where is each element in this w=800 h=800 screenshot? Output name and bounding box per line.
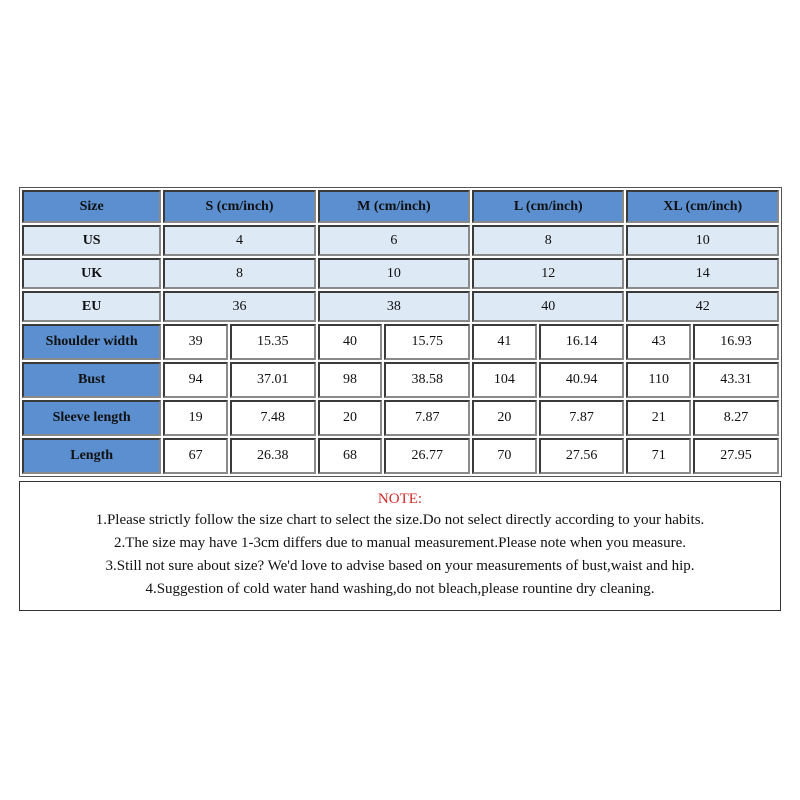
cell: 43.31	[693, 362, 779, 398]
cell: 26.38	[230, 438, 316, 474]
note-line-3: 3.Still not sure about size? We'd love to advise based on your measurements of bust,waist and hip.	[105, 558, 695, 574]
cell: 19	[163, 400, 228, 436]
cell: 37.01	[230, 362, 316, 398]
row-us	[22, 225, 779, 256]
cell: 20	[472, 400, 537, 436]
cell: 7.87	[539, 400, 625, 436]
cell: 4	[163, 225, 315, 256]
cell: 40	[472, 291, 624, 322]
cell: 8.27	[693, 400, 779, 436]
cell: 10	[318, 258, 470, 289]
cell: 26.77	[384, 438, 470, 474]
row-shoulder-width	[22, 324, 779, 360]
note-line-4: 4.Suggestion of cold water hand washing,do not bleach,please rountine dry cleaning.	[145, 581, 655, 597]
cell: 6	[318, 225, 470, 256]
row-label: EU	[22, 291, 161, 322]
row-label: UK	[22, 258, 161, 289]
row-label: Shoulder width	[22, 324, 161, 360]
note-title: NOTE:	[377, 491, 423, 507]
note-line-1: 1.Please strictly follow the size chart to select the size.Do not select directly according to your habits.	[95, 512, 705, 528]
cell: 43	[626, 324, 691, 360]
cell: 40.94	[539, 362, 625, 398]
cell: 104	[472, 362, 537, 398]
cell: 39	[163, 324, 228, 360]
header-row	[22, 190, 779, 223]
row-uk	[22, 258, 779, 289]
note-line-2: 2.The size may have 1-3cm differs due to manual measurement.Please note when you measure.	[113, 535, 687, 551]
cell: 70	[472, 438, 537, 474]
header-s: S (cm/inch)	[163, 190, 315, 223]
cell: 14	[626, 258, 779, 289]
cell: 10	[626, 225, 779, 256]
cell: 20	[318, 400, 383, 436]
cell: 67	[163, 438, 228, 474]
cell: 8	[163, 258, 315, 289]
row-length	[22, 438, 779, 474]
cell: 36	[163, 291, 315, 322]
cell: 42	[626, 291, 779, 322]
row-eu	[22, 291, 779, 322]
row-sleeve-length	[22, 400, 779, 436]
cell: 15.75	[384, 324, 470, 360]
row-label: Length	[22, 438, 161, 474]
row-bust	[22, 362, 779, 398]
cell: 94	[163, 362, 228, 398]
row-label: Sleeve length	[22, 400, 161, 436]
row-label: US	[22, 225, 161, 256]
cell: 27.56	[539, 438, 625, 474]
cell: 16.93	[693, 324, 779, 360]
size-table	[19, 187, 782, 477]
cell: 38	[318, 291, 470, 322]
cell: 98	[318, 362, 383, 398]
size-chart	[19, 187, 782, 477]
cell: 40	[318, 324, 383, 360]
cell: 41	[472, 324, 537, 360]
cell: 27.95	[693, 438, 779, 474]
header-size: Size	[22, 190, 161, 223]
header-l: L (cm/inch)	[472, 190, 624, 223]
cell: 12	[472, 258, 624, 289]
cell: 7.48	[230, 400, 316, 436]
header-xl: XL (cm/inch)	[626, 190, 779, 223]
cell: 8	[472, 225, 624, 256]
cell: 71	[626, 438, 691, 474]
cell: 68	[318, 438, 383, 474]
cell: 7.87	[384, 400, 470, 436]
cell: 16.14	[539, 324, 625, 360]
cell: 110	[626, 362, 691, 398]
header-m: M (cm/inch)	[318, 190, 470, 223]
cell: 21	[626, 400, 691, 436]
note-box	[19, 481, 781, 611]
cell: 38.58	[384, 362, 470, 398]
row-label: Bust	[22, 362, 161, 398]
cell: 15.35	[230, 324, 316, 360]
